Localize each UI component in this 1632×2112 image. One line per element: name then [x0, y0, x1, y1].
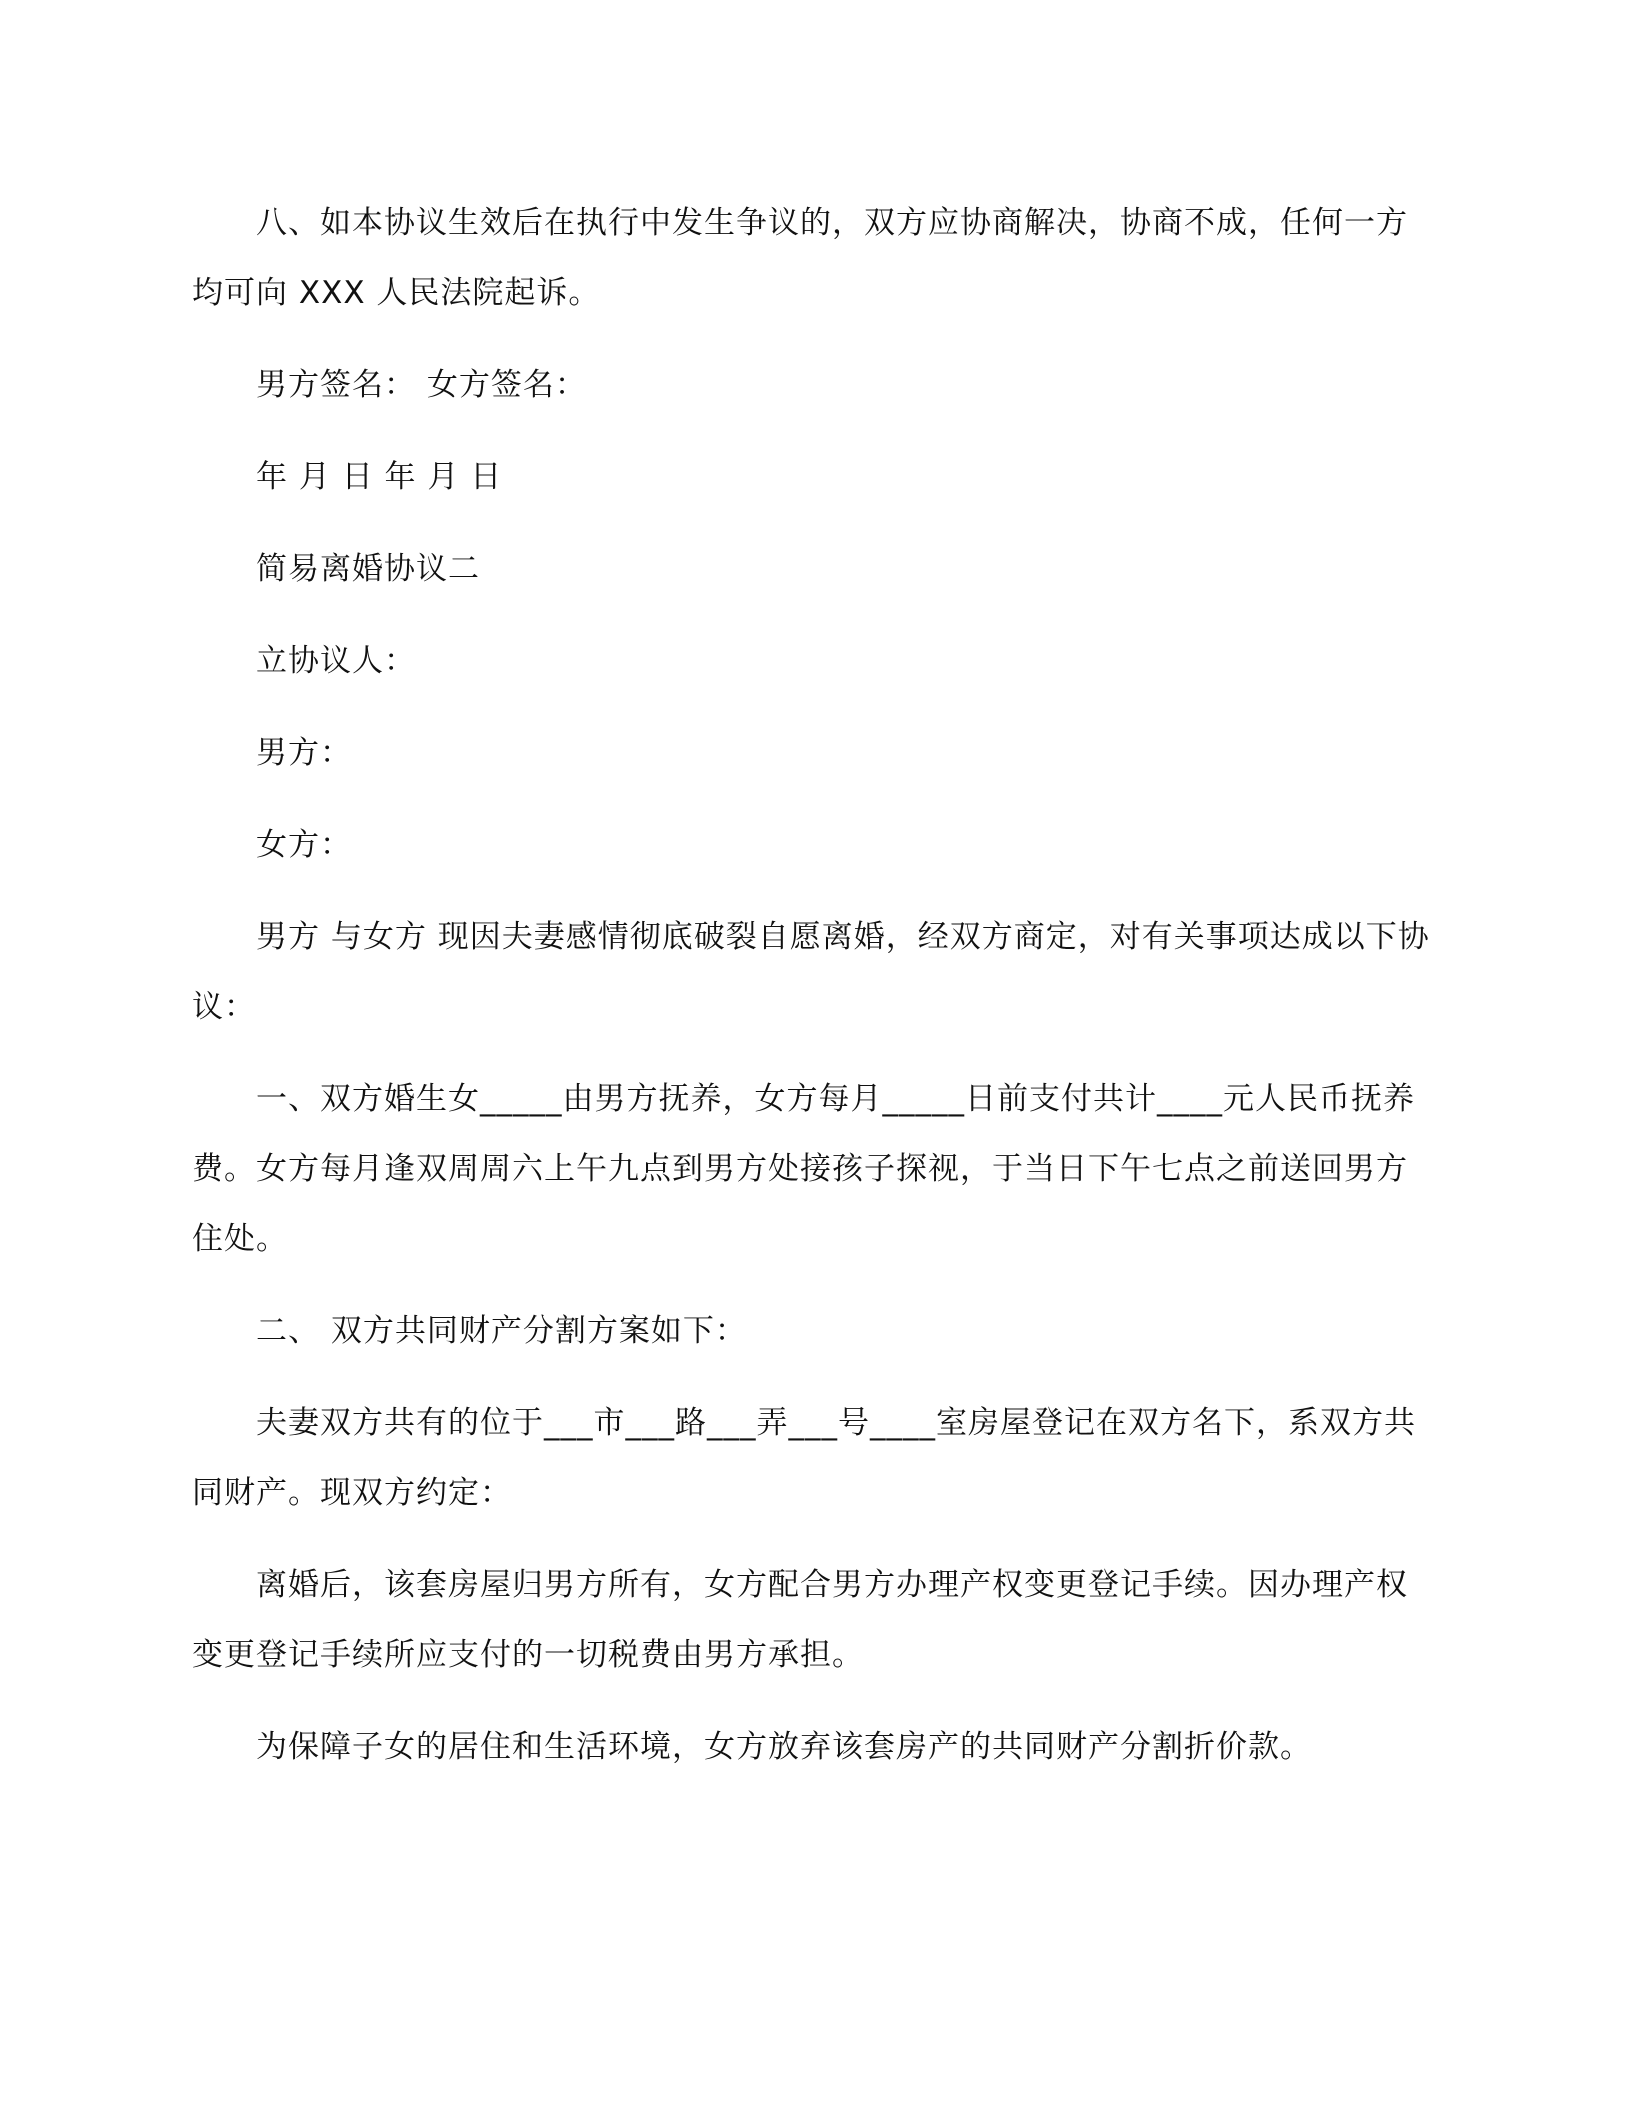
female-party-label: 女方： — [256, 827, 352, 863]
signature-line: 男方签名： 女方签名： — [256, 367, 587, 403]
date-line: 年 月 日 年 月 日 — [256, 459, 503, 495]
waiver-paragraph: 为保障子女的居住和生活环境，女方放弃该套房产的共同财产分割折价款。 — [256, 1729, 1312, 1765]
clause-two-heading: 二、 双方共同财产分割方案如下： — [256, 1313, 747, 1349]
preamble-paragraph: 男方 与女方 现因夫妻感情彻底破裂自愿离婚，经双方商定，对有关事项达成以下协议： — [192, 919, 1430, 1025]
clause-one-custody: 一、双方婚生女_____由男方抚养，女方每月_____日前支付共计____元人民币抚养费。女方每月逢双周周六上午九点到男方处接孩子探视，于当日下午七点之前送回男方住处。 — [192, 1081, 1415, 1257]
clause-eight-dispute: 八、如本协议生效后在执行中发生争议的，双方应协商解决，协商不成，任何一方均可向 XXX 人民法院起诉。 — [192, 205, 1408, 311]
agreement-two-title: 简易离婚协议二 — [256, 551, 480, 587]
male-party-label: 男方： — [256, 735, 352, 771]
parties-label: 立协议人： — [256, 643, 416, 679]
document-body — [192, 188, 1437, 1804]
property-paragraph: 夫妻双方共有的位于___市___路___弄___号____室房屋登记在双方名下，系双方共同财产。现双方约定： — [192, 1405, 1416, 1511]
house-ownership-paragraph: 离婚后，该套房屋归男方所有，女方配合男方办理产权变更登记手续。因办理产权变更登记手续所应支付的一切税费由男方承担。 — [192, 1567, 1408, 1673]
